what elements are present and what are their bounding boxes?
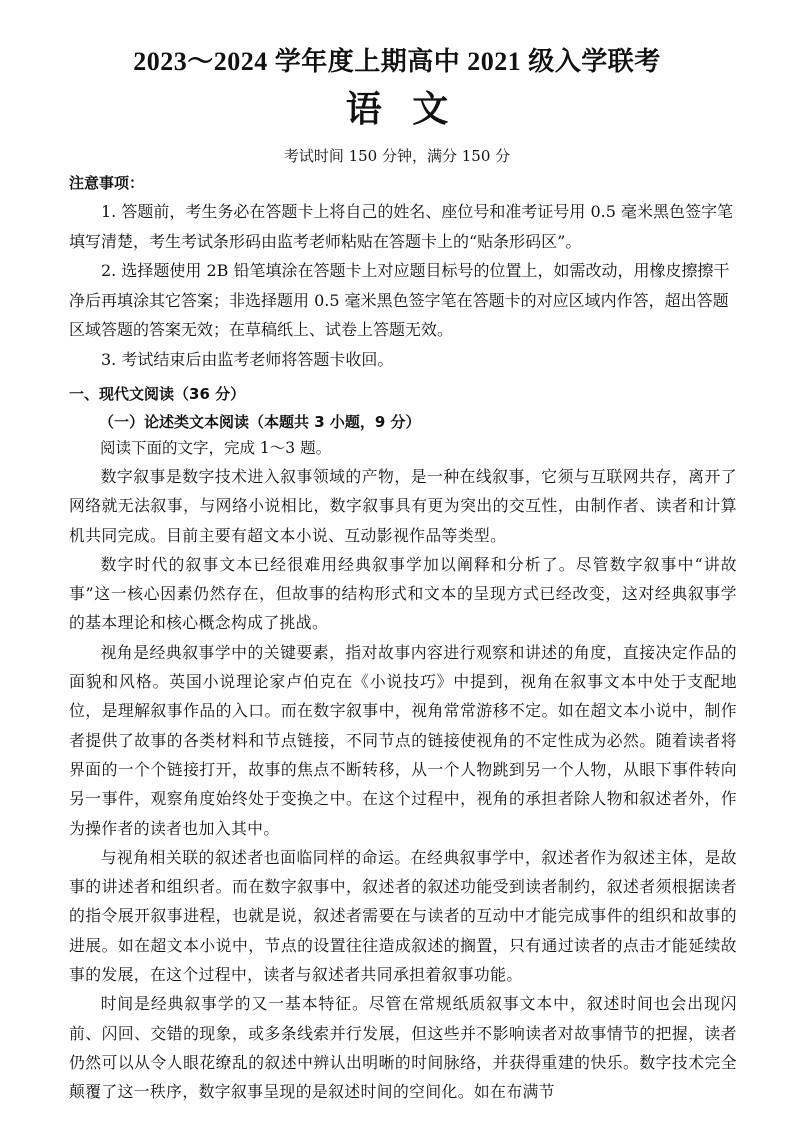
passage-paragraph-3: 视角是经典叙事学中的关键要素，指对故事内容进行观察和讲述的角度，直接决定作品的面貌和风格。英国小说理论家卢伯克在《小说技巧》中提到，视角在叙事文本中处于支配地位，是理解叙事作品的入口。而在数字叙事中，视角常常游移不定。如在超文本小说中，制作者提供了故事的各类材料和节点链接，不同节点的链接使视角的不定性成为必然。随着读者将界面的一个个链接打开，故事的焦点不断转移，从一个人物跳到另一个人物，从眼下事件转向另一事件，观察角度始终处于变换之中。在这个过程中，视角的承担者除人物和叙述者外，作为操作者的读者也加入其中。: [69, 642, 737, 838]
reading-passage: [69, 462, 737, 1107]
notice-list: [69, 197, 737, 374]
subsection-heading: （一）论述类文本阅读（本题共 3 小题，9 分）: [99, 413, 421, 431]
subject-title: 语 文: [345, 89, 449, 130]
exam-info: 考试时间 150 分钟，满分 150 分: [283, 147, 511, 165]
reading-instruction: 阅读下面的文字，完成 1～3 题。: [100, 439, 332, 457]
notice-item-3: 3. 考试结束后由监考老师将答题卡收回。: [101, 349, 394, 369]
passage-paragraph-5: 时间是经典叙事学的又一基本特征。尽管在常规纸质叙事文本中，叙述时间也会出现闪前、闪回、交错的现象，或多条线索并行发展，但这些并不影响读者对故事情节的把握，读者仍然可以从令人眼花缭乱的叙述中辨认出明晰的时间脉络，并获得重建的快乐。数字技术完全颠覆了这一秩序，数字叙事呈现的是叙述时间的空间化。如在布满节: [69, 994, 737, 1102]
exam-title: 2023～2024 学年度上期高中 2021 级入学联考: [133, 47, 661, 76]
section-heading: 一、现代文阅读（36 分）: [69, 385, 246, 403]
passage-paragraph-2: 数字时代的叙事文本已经很难用经典叙事学加以阐释和分析了。尽管数字叙事中“讲故事”这一核心因素仍然存在，但故事的结构形式和文本的呈现方式已经改变，这对经典叙事学的基本理论和核心概念构成了挑战。: [69, 554, 737, 633]
passage-paragraph-4: 与视角相关联的叙述者也面临同样的命运。在经典叙事学中，叙述者作为叙述主体，是故事的讲述者和组织者。而在数字叙事中，叙述者的叙述功能受到读者制约，叙述者须根据读者的指令展开叙事进程，也就是说，叙述者需要在与读者的互动中才能完成事件的组织和故事的进展。如在超文本小说中，节点的设置往往造成叙述的搁置，只有通过读者的点击才能延续故事的发展，在这个过程中，读者与叙述者共同承担着叙事功能。: [69, 847, 737, 985]
passage-paragraph-1: 数字叙事是数字技术进入叙事领域的产物，是一种在线叙事，它须与互联网共存，离开了网络就无法叙事，与网络小说相比，数字叙事具有更为突出的交互性，由制作者、读者和计算机共同完成。目前主要有超文本小说、互动影视作品等类型。: [69, 467, 737, 545]
notice-item-1: 1. 答题前，考生务必在答题卡上将自己的姓名、座位号和准考证号用 0.5 毫米黑色签字笔填写清楚，考生考试条形码由监考老师粘贴在答题卡上的“贴条形码区”。: [69, 202, 733, 251]
notice-heading: 注意事项：: [69, 174, 145, 192]
notice-item-2: 2. 选择题使用 2B 铅笔填涂在答题卡上对应题目标号的位置上，如需改动，用橡皮擦擦干净后再填涂其它答案；非选择题用 0.5 毫米黑色签字笔在答题卡的对应区域内作答，超出答题区域答题的答案无效；在草稿纸上、试卷上答题无效。: [69, 261, 730, 339]
